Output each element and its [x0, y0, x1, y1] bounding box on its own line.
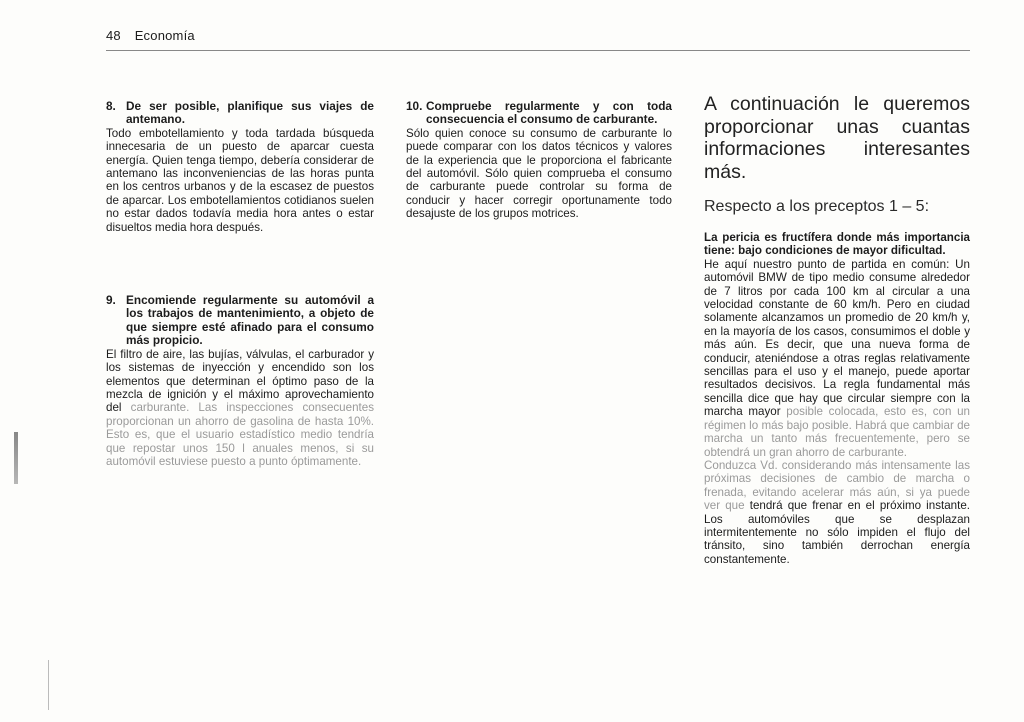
body-paragraph-2 — [704, 459, 970, 566]
body-2-main: tendrá que frenar en el próximo instante. Los automóviles que se desplazan intermitentemente no sólo impiden el flujo del tránsito, sino también derrochan energía constantemente. — [704, 499, 971, 566]
column-middle — [406, 100, 672, 221]
item-9-section — [106, 294, 374, 468]
body-1-main: He aquí nuestro punto de partida en común: Un automóvil BMW de tipo medio consume alrededor de 7 litros por cada 100 km al circular a una velocidad constante de 60 km/h. Pero en ciudad solamente alcanzamos un promedio de 20 km/h y, en la mayoría de los casos, consumimos el doble y más aún. Es decir, que una nueva forma de conducir, ateniéndose a otras reglas relativamente sencillas para el uso y el manejo, puede aportar resultados decisivos. La regla fundamental más sencilla dice que hay que circular siempre con la marcha mayor — [704, 257, 970, 419]
body-paragraph-1 — [704, 258, 970, 459]
item-9-heading — [106, 294, 374, 348]
header-divider — [106, 50, 970, 51]
item-10-heading — [406, 100, 672, 127]
item-8-body: Todo embotellamiento y toda tardada búsqueda innecesaria de un puesto de aparcar cuesta energía. Quien tenga tiempo, debería considerar de antemano las inconveniencias de las horas punta en los centros urbanos y de la escasez de puestos de aparcar. Los embotellamientos cotidianos suelen no estar dados todavía media hora antes o estar disueltos media hora después. — [106, 126, 374, 234]
body-1-faded: posible colocada, esto es, con un régimen lo más bajo posible. Habrá que cambiar de marcha un tanto más frecuentemente, pero se obtendrá un gran ahorro de carburante. — [704, 405, 970, 459]
item-8-heading — [106, 100, 374, 127]
scan-edge-line — [48, 660, 49, 710]
item-10-number: 10. — [406, 99, 423, 113]
item-10-body: Sólo quien conoce su consumo de carburante lo puede comparar con los datos técnicos y valores de la experiencia que le proporciona el fabricante del automóvil. Sólo quien comprueba el consumo de carburante puede controlar su forma de conducir y hacer corregir oportunamente todo desajuste de los grupos motrices. — [406, 126, 672, 221]
precepts-subheading: Respecto a los preceptos 1 – 5: — [704, 198, 930, 215]
item-9-number: 9. — [106, 293, 116, 308]
item-9-body-main: El filtro de aire, las bujías, válvulas, el carburador y los sistemas de inyección y encendido son los elementos que determinan el óptimo paso de la mezcla de ignición y el máximo aprovechamiento del — [106, 347, 374, 415]
column-right — [704, 93, 970, 566]
lead-paragraph: La pericia es fructífera donde más importancia tiene: bajo condiciones de mayor dificultad. — [704, 231, 970, 258]
scan-artifact — [14, 432, 18, 484]
section-title: Economía — [134, 28, 195, 43]
item-8-number: 8. — [106, 99, 116, 113]
item-9-body-faded: carburante. Las inspecciones consecuentes proporcionan un ahorro de gasolina de hasta 10%. Esto es, que el usuario estadístico medio tendría que repostar unos 150 l anuales menos, si su automóvil estuviese puesto a punto óptimamente. — [106, 401, 374, 468]
item-9-body — [106, 348, 374, 469]
page-header — [106, 28, 195, 43]
item-8-title: De ser posible, planifique sus viajes de antemano. — [126, 99, 374, 127]
item-9-title: Encomiende regularmente su automóvil a los trabajos de mantenimiento, a objeto de que siempre esté afinado para el consumo más propicio. — [126, 293, 374, 348]
intro-heading: A continuación le queremos proporcionar unas cuantas informaciones interesantes más. — [704, 93, 970, 183]
page-number: 48 — [106, 28, 121, 43]
item-10-title: Compruebe regularmente y con toda consecuencia el consumo de carburante. — [426, 99, 672, 127]
body-2-faded: Conduzca Vd. considerando más intensamente las próximas decisiones de cambio de marcha o frenada, evitando acelerar más aún, si ya puede ver que — [704, 458, 970, 513]
column-left — [106, 100, 374, 468]
